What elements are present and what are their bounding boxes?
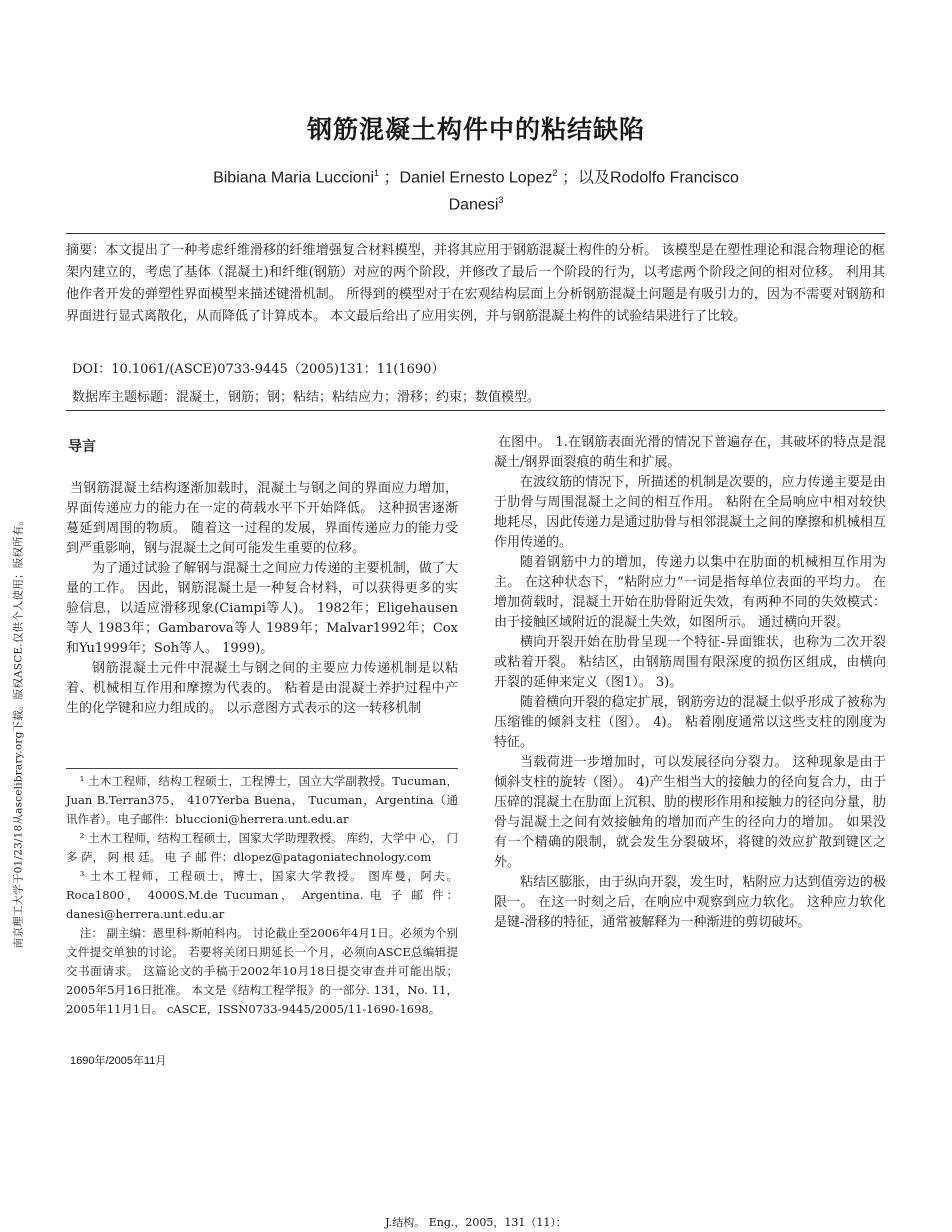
editorial-note: 注： 副主编：恩里科·斯帕科内。 讨论截止至2006年4月1日。必须为个别文件提交单独的讨论。 若要将关闭日期延长一个月，必须向ASCE总编辑提交书面请求。 这篇论文的手稿于2002年10月18日提交审查并可能出版；2005年5月16日批准。 本文是《结构工程学报》的一部分. 131，No. 11，2005年11月1日。 cASCE，ISSN0733-9445/2005/11-1690-1698。 — [66, 926, 458, 1016]
author-3-last: Danesi — [448, 196, 499, 214]
body-paragraph: 粘结区膨胀，由于纵向开裂，发生时，粘附应力达到值旁边的极限一。 在这一时刻之后，在响应中观察到应力软化。 这种应力软化是键-滑移的特征，通常被解释为一种渐进的剪切破坏。 — [494, 875, 886, 930]
author-list — [150, 162, 802, 217]
left-column — [66, 433, 458, 719]
footnote: ² 土木工程师，结构工程硕士，国家大学助理教授。 库约，大学中 心， 门 多 萨， 阿 根 廷。 电 子 邮 件：dlopez@patagoniatechnology.com — [66, 831, 458, 864]
author-3-first: 以及Rodolfo Francisco — [577, 169, 739, 187]
author-2: Daniel Ernesto Lopez — [399, 169, 553, 187]
body-paragraph: 当钢筋混凝土结构逐渐加载时，混凝土与钢之间的界面应力增加，界面传递应力的能力在一定的荷载水平下开始降低。 这种损害逐渐蔓延到周围的物质。 随着这一过程的发展，界面传递应力的能力受到严重影响，钢与混凝土之间可能发生重要的位移。 — [66, 481, 458, 556]
body-paragraph: 钢筋混凝土元件中混凝土与钢之间的主要应力传递机制是以粘着、机械相互作用和摩擦为代表的。 粘着是由混凝土养护过程中产生的化学键和应力组成的。 以示意图方式表示的这一转移机制 — [66, 661, 458, 716]
section-title: 导言 — [68, 439, 96, 455]
subject-headings: 数据库主题标题：混凝土，钢筋；钢；粘结；粘结应力；滑移；约束；数值模型。 — [72, 390, 541, 405]
body-paragraph: 在波纹筋的情况下，所描述的机制是次要的，应力传递主要是由于肋骨与周围混凝土之间的相互作用。 粘附在全局响应中相对较快地耗尽，因此传递力是通过肋骨与相邻混凝土之间的摩擦和机械相互作用传递的。 — [494, 475, 886, 550]
author-1: Bibiana Maria Luccioni — [213, 169, 375, 187]
author-2-mark: 2 — [552, 168, 558, 178]
body-paragraph: 横向开裂开始在肋骨呈现一个特征-异面锥状，也称为二次开裂或粘着开裂。 粘结区，由钢筋周围有限深度的损伤区组成，由横向开裂的延伸来定义（图1）。 3)。 — [494, 635, 886, 690]
body-paragraph: 随着横向开裂的稳定扩展，钢筋旁边的混凝土似乎形成了被称为压缩锥的倾斜支柱（图）。 4)。 粘着刚度通常以这些支柱的刚度为特征。 — [494, 695, 886, 750]
author-3-mark: 3 — [498, 195, 504, 206]
footnotes — [66, 768, 458, 1019]
footnote: ¹ 土木工程师，结构工程硕士，工程博士，国立大学副教授。Tucuman， Juan B.Terran375， 4107Yerba Buena， Tucuman，Argentina（通讯作者）。电子邮件：bluccioni@herrera.unt.edu.ar — [66, 774, 458, 826]
author-sep-2: ； — [557, 169, 578, 187]
author-sep-1: ； — [379, 169, 400, 187]
abstract-top-rule — [66, 233, 885, 234]
author-line-1 — [150, 162, 802, 189]
page-mark: 1690年/2005年11月 — [70, 1055, 167, 1067]
footnote: ³ 土木工程师，工程硕士，博士，国家大学教授。 图库曼，阿夫。 Roca1800， 4000S.M.de Tucuman， Argentina. 电 子 邮 件：danesi@herrera.unt.edu.ar — [66, 869, 458, 921]
body-paragraph: 为了通过试验了解钢与混凝土之间应力传递的主要机制，做了大量的工作。 因此，钢筋混凝土是一种复合材料，可以获得更多的实验信息，以适应滑移现象(Ciampi等人)。 1982年；Eligehausen等人 1983年；Gambarova等人 1989年；Malvar1992年；Cox和Yu1999年；Soh等人。 1999)。 — [66, 561, 458, 656]
doi: DOI：10.1061/(ASCE)0733-9445（2005)131：11(1690） — [72, 362, 445, 377]
right-column — [494, 433, 886, 933]
download-notice: 南京理工大学于01/23/18从ascelibrary.org下载。版权ASCE.仅供个人使用；版权所有。 — [12, 514, 25, 949]
author-line-2 — [150, 189, 802, 216]
paper-title: 钢筋混凝土构件中的粘结缺陷 — [306, 115, 645, 144]
body-paragraph: 随着钢筋中力的增加，传递力以集中在肋面的机械相互作用为主。 在这种状态下，“粘附应力”一词是指每单位表面的平均力。 在增加荷载时，混凝土开始在肋骨附近失效，有两种不同的失效模式：由于接触区域附近的混凝土失效，如图所示。 通过横向开裂。 — [494, 555, 886, 630]
abstract: 摘要：本文提出了一种考虑纤维滑移的纤维增强复合材料模型，并将其应用于钢筋混凝土构件的分析。 该模型是在塑性理论和混合物理论的框架内建立的，考虑了基体（混凝土)和纤维(钢筋）对应的两个阶段，并修改了最后一个阶段的行为，以考虑两个阶段之间的相对位移。 利用其他作者开发的弹塑性界面模型来描述键滑机制。 所得到的模型对于在宏观结构层面上分析钢筋混凝土问题是有吸引力的，因为不需要对钢筋和界面进行显式离散化，从而降低了计算成本。 本文最后给出了应用实例，并与钢筋混凝土构件的试验结果进行了比较。 — [66, 243, 885, 324]
body-paragraph: 在图中。 1.在钢筋表面光滑的情况下普遍存在，其破坏的特点是混凝土/钢界面裂痕的萌生和扩展。 — [494, 435, 886, 470]
author-1-mark: 1 — [374, 168, 380, 178]
body-paragraph: 当载荷进一步增加时，可以发展径向分裂力。 这种现象是由于倾斜支柱的旋转（图）。 4)产生相当大的接触力的径向复合力，由于压碎的混凝土在肋面上沉积、肋的楔形作用和接触力的径向分量，肋骨与混凝土之间有效接触角的增加而产生的径向力的增加。 如果没有一个精确的限制，就会发生分裂破坏，将键的效应扩散到键区之外。 — [494, 755, 886, 870]
abstract-bottom-rule — [66, 410, 885, 411]
journal-footer: J.结构。 Eng.，2005，131（11）： — [385, 1216, 567, 1229]
